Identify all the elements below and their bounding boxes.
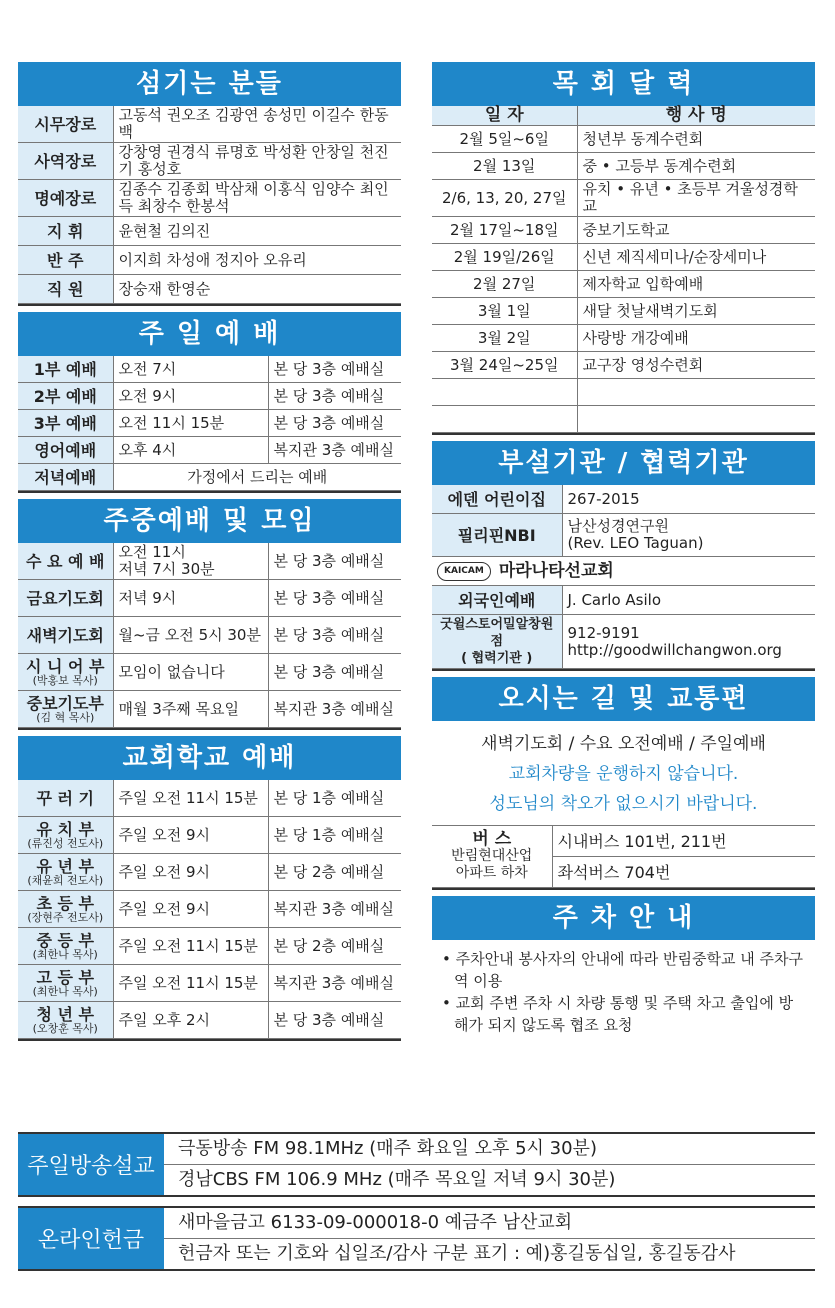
- school-label: [18, 891, 113, 928]
- school-time: 주일 오전 9시: [113, 891, 268, 928]
- sunday-title: 주 일 예 배: [18, 312, 401, 356]
- school-label: [18, 965, 113, 1002]
- calendar-date: 2월 13일: [432, 153, 577, 180]
- sunday-place: 본 당 3층 예배실: [268, 383, 401, 410]
- mission-row: [432, 557, 815, 586]
- parking-list: [432, 940, 815, 1036]
- directions-section: [432, 677, 815, 890]
- calendar-col-event: 행 사 명: [577, 106, 815, 126]
- affiliate-row: [432, 514, 815, 557]
- affiliates-section: [432, 441, 815, 671]
- elders-value: 고동석 권오조 김광연 송성민 이길수 한동백: [113, 106, 401, 143]
- school-label: [18, 780, 113, 817]
- elders-value: 김종수 김종회 박삼채 이홍식 임양수 최인득 최창수 한봉석: [113, 180, 401, 217]
- midweek-place: 본 당 3층 예배실: [268, 543, 401, 580]
- parking-title: 주 차 안 내: [432, 896, 815, 940]
- school-time: 주일 오전 11시 15분: [113, 965, 268, 1002]
- midweek-row: [18, 691, 401, 728]
- sunday-time: 오전 7시: [113, 356, 268, 383]
- midweek-label-text: 중보기도부: [26, 693, 104, 713]
- school-table: [18, 780, 401, 1039]
- calendar-section: [432, 62, 815, 435]
- school-place: 본 당 3층 예배실: [268, 1002, 401, 1039]
- broadcast-line1: 극동방송 FM 98.1MHz (매주 화요일 오후 5시 30분): [164, 1134, 815, 1165]
- calendar-event: 신년 제직세미나/순장세미나: [577, 244, 815, 271]
- elders-section: [18, 62, 401, 306]
- elders-label: 직 원: [18, 275, 113, 304]
- school-label: [18, 854, 113, 891]
- online-box: [18, 1206, 815, 1271]
- midweek-title: 주중예배 및 모임: [18, 499, 401, 543]
- calendar-event: 중보기도학교: [577, 217, 815, 244]
- affiliate-label: 굿윌스토어밀알창원점 ( 협력기관 ): [432, 615, 562, 669]
- elders-value: 이지희 차성애 정지아 오유리: [113, 246, 401, 275]
- school-section: [18, 736, 401, 1041]
- midweek-label-sub: (김 혁 목사): [36, 710, 95, 724]
- school-label-sub: (최한나 목사): [32, 984, 98, 998]
- calendar-event: 새달 첫날새벽기도회: [577, 298, 815, 325]
- affiliates-title: 부설기관 / 협력기관: [432, 441, 815, 485]
- bus-stop: 반림현대산업 아파트 하차: [451, 848, 533, 881]
- bus-label: 버 스: [472, 829, 512, 849]
- school-row: [18, 891, 401, 928]
- sunday-table: [18, 356, 401, 491]
- calendar-date: 2월 5일~6일: [432, 126, 577, 153]
- midweek-table: [18, 543, 401, 728]
- calendar-event: 사랑방 개강예배: [577, 325, 815, 352]
- calendar-event: 청년부 동계수련회: [577, 126, 815, 153]
- calendar-date: 2월 19일/26일: [432, 244, 577, 271]
- elders-row: [18, 180, 401, 217]
- elders-label: 명예장로: [18, 180, 113, 217]
- directions-line3: 성도님의 착오가 없으시기 바랍니다.: [489, 794, 758, 814]
- calendar-row: [432, 217, 815, 244]
- midweek-place: 본 당 3층 예배실: [268, 654, 401, 691]
- calendar-row: [432, 379, 815, 406]
- sunday-row: [18, 356, 401, 383]
- directions-line1: 새벽기도회 / 수요 오전예배 / 주일예배: [481, 734, 766, 754]
- midweek-section: [18, 499, 401, 730]
- elders-label: 반 주: [18, 246, 113, 275]
- calendar-title: 목 회 달 력: [432, 62, 815, 106]
- affiliate-value: J. Carlo Asilo: [562, 586, 815, 615]
- midweek-label-text: 새벽기도회: [26, 625, 104, 645]
- parking-item: • 교회 주변 주차 시 차량 통행 및 주택 차고 출입에 방해가 되지 않도록 협조 요청: [442, 994, 794, 1034]
- affiliate-label: 외국인예배: [432, 586, 562, 615]
- calendar-event: [577, 406, 815, 433]
- school-label: [18, 817, 113, 854]
- school-label-text: 꾸 러 기: [36, 788, 94, 808]
- school-label-sub: (오창훈 목사): [32, 1021, 98, 1035]
- calendar-event: 유치 • 유년 • 초등부 겨울성경학교: [577, 180, 815, 217]
- school-label-text: 고 등 부: [36, 967, 94, 987]
- calendar-row: [432, 298, 815, 325]
- sunday-row: [18, 383, 401, 410]
- affiliates-table: [432, 485, 815, 669]
- school-label-sub: (채윤희 전도사): [27, 873, 104, 887]
- calendar-event: 제자학교 입학예배: [577, 271, 815, 298]
- broadcast-box: [18, 1132, 815, 1197]
- left-column: [18, 62, 401, 1047]
- online-line2: 헌금자 또는 기호와 십일조/감사 구분 표기 : 예)홍길동십일, 홍길동감사: [178, 1243, 736, 1264]
- school-row: [18, 854, 401, 891]
- elders-value: 강창영 권경식 류명호 박성환 안창일 천진기 홍성호: [113, 143, 401, 180]
- school-label-text: 초 등 부: [36, 893, 94, 913]
- directions-title: 오시는 길 및 교통편: [432, 677, 815, 721]
- elders-value: 윤현철 김의진: [113, 217, 401, 246]
- school-label-text: 유 치 부: [36, 819, 94, 839]
- midweek-place: 본 당 3층 예배실: [268, 617, 401, 654]
- school-place: 복지관 3층 예배실: [268, 891, 401, 928]
- sunday-label: 2부 예배: [18, 383, 113, 410]
- school-time: 주일 오전 11시 15분: [113, 780, 268, 817]
- midweek-place: 복지관 3층 예배실: [268, 691, 401, 728]
- calendar-event: 중 • 고등부 동계수련회: [577, 153, 815, 180]
- bus-line2: 좌석버스 704번: [552, 857, 815, 888]
- sunday-label: 영어예배: [18, 437, 113, 464]
- school-place: 본 당 1층 예배실: [268, 780, 401, 817]
- elders-table: [18, 106, 401, 304]
- school-row: [18, 965, 401, 1002]
- sunday-label: 1부 예배: [18, 356, 113, 383]
- midweek-row: [18, 543, 401, 580]
- school-label-sub: (최한나 목사): [32, 947, 98, 961]
- midweek-label: [18, 654, 113, 691]
- sunday-time: 오전 11시 15분: [113, 410, 268, 437]
- affiliate-row: [432, 586, 815, 615]
- calendar-date: 3월 24일~25일: [432, 352, 577, 379]
- elders-row: [18, 275, 401, 304]
- school-label-text: 중 등 부: [36, 930, 94, 950]
- broadcast-label: 주일방송설교: [18, 1134, 164, 1195]
- calendar-row: [432, 180, 815, 217]
- school-label-sub: (류진성 전도사): [27, 836, 104, 850]
- calendar-row: [432, 126, 815, 153]
- midweek-place: 본 당 3층 예배실: [268, 580, 401, 617]
- midweek-time: 월~금 오전 5시 30분: [113, 617, 268, 654]
- school-label: [18, 928, 113, 965]
- calendar-event: 교구장 영성수련회: [577, 352, 815, 379]
- elders-label: 사역장로: [18, 143, 113, 180]
- bus-line1: 시내버스 101번, 211번: [552, 826, 815, 857]
- directions-notice: [432, 721, 815, 825]
- bus-label-cell: [432, 826, 552, 888]
- calendar-date: [432, 406, 577, 433]
- midweek-time: 매월 3주째 목요일: [113, 691, 268, 728]
- school-place: 복지관 3층 예배실: [268, 965, 401, 1002]
- parking-item: • 주차안내 봉사자의 안내에 따라 반림중학교 내 주차구역 이용: [442, 950, 804, 990]
- midweek-label-text: 금요기도회: [26, 588, 104, 608]
- sunday-label: 3부 예배: [18, 410, 113, 437]
- calendar-row: [432, 271, 815, 298]
- midweek-label-sub: (박홍보 목사): [32, 673, 98, 687]
- directions-line2: 교회차량을 운행하지 않습니다.: [508, 764, 739, 784]
- elders-row: [18, 143, 401, 180]
- sunday-row: [18, 437, 401, 464]
- midweek-row: [18, 580, 401, 617]
- sunday-row: [18, 410, 401, 437]
- school-time: 주일 오전 9시: [113, 817, 268, 854]
- evening-value: 가정에서 드리는 예배: [113, 464, 401, 491]
- midweek-label-text: 수 요 예 배: [25, 551, 105, 571]
- school-time: 주일 오전 9시: [113, 854, 268, 891]
- calendar-row: [432, 325, 815, 352]
- calendar-date: 2월 17일~18일: [432, 217, 577, 244]
- affiliate-value: 267-2015: [562, 485, 815, 514]
- calendar-row: [432, 406, 815, 433]
- calendar-row: [432, 244, 815, 271]
- sunday-time: 오전 9시: [113, 383, 268, 410]
- midweek-row: [18, 654, 401, 691]
- midweek-label: [18, 691, 113, 728]
- calendar-row: [432, 352, 815, 379]
- school-place: 본 당 2층 예배실: [268, 928, 401, 965]
- sunday-section: [18, 312, 401, 493]
- elders-row: [18, 106, 401, 143]
- calendar-date: [432, 379, 577, 406]
- mission-cell: [432, 557, 815, 586]
- elders-label: 지 휘: [18, 217, 113, 246]
- right-column: [432, 62, 815, 1036]
- elders-value: 장숭재 한영순: [113, 275, 401, 304]
- school-row: [18, 780, 401, 817]
- kaicam-logo: KAICAM: [437, 562, 491, 581]
- school-label-text: 유 년 부: [36, 856, 94, 876]
- evening-row: [18, 464, 401, 491]
- calendar-event: [577, 379, 815, 406]
- calendar-date: 3월 2일: [432, 325, 577, 352]
- elders-row: [18, 246, 401, 275]
- mission-name: 마라나타선교회: [498, 560, 614, 581]
- school-title: 교회학교 예배: [18, 736, 401, 780]
- school-time: 주일 오전 11시 15분: [113, 928, 268, 965]
- bus-table: [432, 825, 815, 888]
- parking-section: [432, 896, 815, 1036]
- evening-label: 저녁예배: [18, 464, 113, 491]
- affiliate-value: 남산성경연구원 (Rev. LEO Taguan): [562, 514, 815, 557]
- sunday-place: 복지관 3층 예배실: [268, 437, 401, 464]
- calendar-date: 3월 1일: [432, 298, 577, 325]
- school-label-sub: (장현주 전도사): [27, 910, 104, 924]
- calendar-date: 2/6, 13, 20, 27일: [432, 180, 577, 217]
- school-place: 본 당 2층 예배실: [268, 854, 401, 891]
- school-label-text: 청 년 부: [36, 1004, 94, 1024]
- midweek-label: [18, 617, 113, 654]
- elders-label: 시무장로: [18, 106, 113, 143]
- midweek-label: [18, 543, 113, 580]
- calendar-table: [432, 106, 815, 433]
- sunday-time: 오후 4시: [113, 437, 268, 464]
- affiliate-row: [432, 615, 815, 669]
- school-row: [18, 817, 401, 854]
- school-row: [18, 1002, 401, 1039]
- school-time: 주일 오후 2시: [113, 1002, 268, 1039]
- midweek-time: 모임이 없습니다: [113, 654, 268, 691]
- sunday-place: 본 당 3층 예배실: [268, 410, 401, 437]
- midweek-row: [18, 617, 401, 654]
- affiliate-label: 필리핀NBI: [432, 514, 562, 557]
- school-place: 본 당 1층 예배실: [268, 817, 401, 854]
- affiliate-row: [432, 485, 815, 514]
- elders-row: [18, 217, 401, 246]
- online-label: 온라인헌금: [18, 1208, 164, 1269]
- broadcast-line2: 경남CBS FM 106.9 MHz (매주 목요일 저녁 9시 30분): [178, 1169, 616, 1190]
- midweek-label: [18, 580, 113, 617]
- school-row: [18, 928, 401, 965]
- calendar-date: 2월 27일: [432, 271, 577, 298]
- affiliate-value: 912-9191 http://goodwillchangwon.org: [562, 615, 815, 669]
- sunday-place: 본 당 3층 예배실: [268, 356, 401, 383]
- midweek-label-text: 시 니 어 부: [25, 656, 105, 676]
- midweek-time: 저녁 9시: [113, 580, 268, 617]
- midweek-time: 오전 11시 저녁 7시 30분: [113, 543, 268, 580]
- school-label: [18, 1002, 113, 1039]
- calendar-row: [432, 153, 815, 180]
- online-line1: 새마을금고 6133-09-000018-0 예금주 남산교회: [164, 1208, 815, 1239]
- affiliate-label: 에덴 어린이집: [432, 485, 562, 514]
- calendar-col-date: 일 자: [432, 106, 577, 126]
- elders-title: 섬기는 분들: [18, 62, 401, 106]
